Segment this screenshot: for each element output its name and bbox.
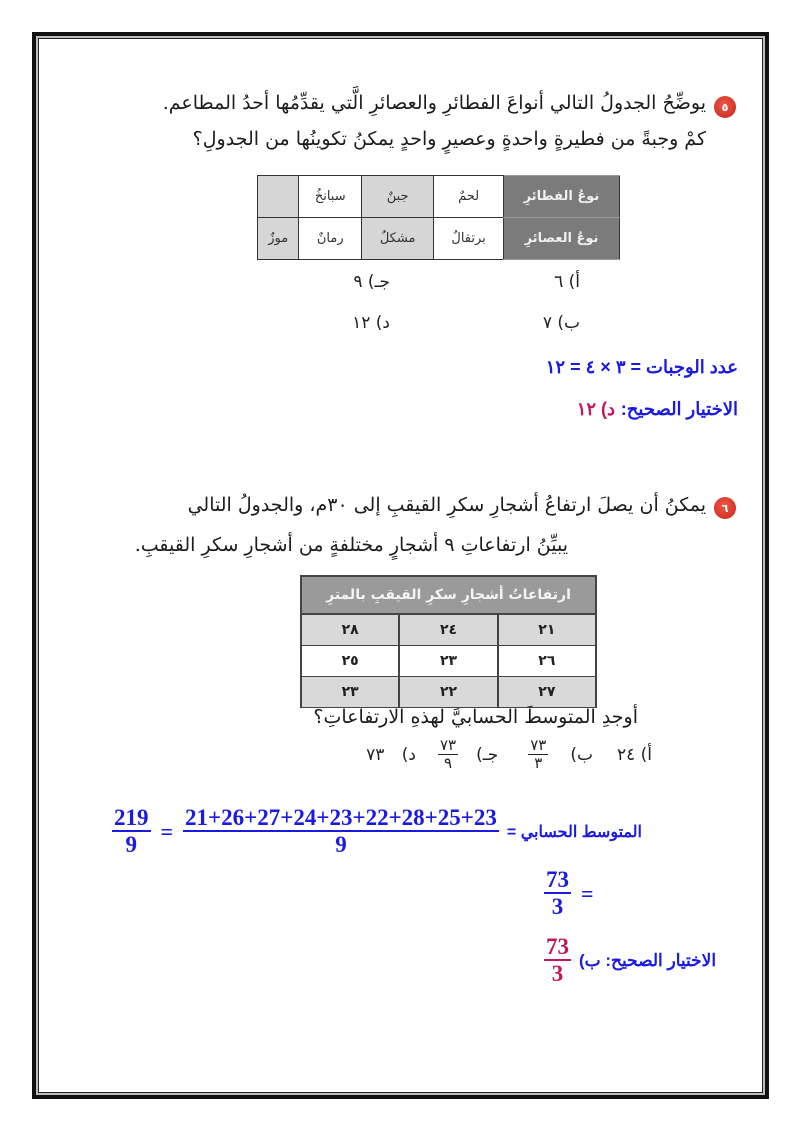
height-cell: ٢٤ <box>399 614 497 646</box>
meals-expression: = ٣ × ٤ = ١٢ <box>545 357 641 377</box>
q5-option-c <box>353 272 390 292</box>
pie-cell-empty <box>258 176 299 218</box>
pie-cell: لحمٌ <box>434 176 504 218</box>
option-label: ب) <box>570 744 593 765</box>
table-row <box>301 614 596 646</box>
option-label: جـ) <box>367 272 390 292</box>
option-label: د) <box>375 313 390 333</box>
sum-numerator: 21+26+27+24+23+22+28+25+23 <box>183 806 499 832</box>
height-cell: ٢٢ <box>399 677 497 708</box>
answer-denominator: 3 <box>551 961 564 987</box>
height-cell: ٢١ <box>498 614 596 646</box>
fraction-numerator: ٧٣ <box>439 736 457 754</box>
juice-cell: رمانٌ <box>299 218 362 260</box>
height-cell: ٢٨ <box>301 614 399 646</box>
result-numerator: 219 <box>112 806 151 832</box>
maple-table-header-row <box>301 576 596 614</box>
answer-numerator: 73 <box>544 935 571 961</box>
option-label: ب) <box>557 313 580 333</box>
option-label: د) <box>401 744 416 765</box>
option-fraction <box>528 738 548 771</box>
maple-heights-table <box>300 575 597 708</box>
height-cell: ٢٧ <box>498 677 596 708</box>
result-denominator: 9 <box>125 832 137 858</box>
q6-options <box>366 738 652 771</box>
option-label: أ) <box>640 744 652 765</box>
table-row <box>301 646 596 677</box>
q6-correct-answer <box>544 935 716 986</box>
pies-row <box>258 176 620 218</box>
fraction-denominator: ٩ <box>443 753 453 772</box>
option-value: ١٢ <box>352 313 371 333</box>
option-value: ٧٣ <box>366 744 385 765</box>
option-value: ٢٤ <box>616 744 636 765</box>
juice-cell: مشكلٌ <box>362 218 434 260</box>
question-6-prompt: أوجدِ المتوسطَ الحسابيَّ لهذهِ الارتفاعاتِ؟ <box>313 706 638 728</box>
fraction-denominator: ٣ <box>534 753 543 772</box>
answer-fraction <box>544 935 571 986</box>
q6-option-d <box>366 745 416 765</box>
option-label: جـ) <box>476 744 499 765</box>
result-fraction <box>112 806 151 857</box>
option-value: ٩ <box>353 272 363 292</box>
juices-header: نوعُ العصائرِ <box>504 218 620 260</box>
question-6-line-1: يمكنُ أن يصلَ ارتفاعُ أشجارِ سكرِ القيقبِ إلى ٣٠م، والجدولُ التالي <box>187 494 706 516</box>
pies-juices-table <box>257 175 620 260</box>
q6-mean-equation <box>112 804 754 860</box>
q6-simplified <box>544 868 594 919</box>
answer-value: د) ١٢ <box>576 399 616 419</box>
q6-option-b <box>528 738 593 771</box>
q5-option-a <box>554 272 580 292</box>
option-value: ٦ <box>554 272 564 292</box>
meals-label: عدد الوجبات <box>646 357 738 377</box>
option-fraction <box>438 738 458 771</box>
mean-label: المتوسط الحسابي = <box>506 824 642 841</box>
juice-cell: موزٌ <box>258 218 299 260</box>
q6-option-c <box>438 738 498 771</box>
juices-row <box>258 218 620 260</box>
pies-header: نوعُ الفطائرِ <box>504 176 620 218</box>
height-cell: ٢٥ <box>301 646 399 677</box>
equals-sign: = <box>160 819 174 844</box>
pie-cell: جبنٌ <box>362 176 434 218</box>
question-6-line-2: يبيِّنُ ارتفاعاتِ ٩ أشجارٍ مختلفةٍ من أشجارِ سكرِ القيقبِ. <box>134 534 568 556</box>
simplified-denominator: 3 <box>551 894 564 920</box>
fraction-numerator: ٧٣ <box>530 736 547 754</box>
simplified-fraction <box>544 868 571 919</box>
juice-cell: برتقالٌ <box>434 218 504 260</box>
sum-denominator: 9 <box>335 832 347 858</box>
q6-option-a <box>617 745 652 765</box>
question-5-number-badge-icon <box>714 96 736 118</box>
option-value: ٧ <box>542 313 552 333</box>
simplified-numerator: 73 <box>544 868 571 894</box>
sum-fraction <box>183 806 499 857</box>
maple-table-title: ارتفاعاتُ أشجارِ سكرِ القيقبِ بالمترِ <box>301 576 596 614</box>
answer-label: الاختيار الصحيح: <box>620 399 738 419</box>
question-6-number: ٦ <box>721 501 729 515</box>
height-cell: ٢٦ <box>498 646 596 677</box>
pie-cell: سبانخُ <box>299 176 362 218</box>
question-5-line-2: كمْ وجبةً من فطيرةٍ واحدةٍ وعصيرٍ واحدٍ يمكنُ تكوينُها من الجدولِ؟ <box>192 128 706 150</box>
question-5-line-1: يوضِّحُ الجدولُ التالي أنواعَ الفطائرِ والعصائرِ الَّتي يقدِّمُها أحدُ المطاعم. <box>162 92 706 114</box>
height-cell: ٢٣ <box>301 677 399 708</box>
question-6-number-badge-icon <box>714 497 736 519</box>
option-label: أ) <box>568 272 580 292</box>
answer-label: الاختيار الصحيح: ب) <box>579 950 717 970</box>
question-5-number: ٥ <box>721 100 729 114</box>
q5-option-b <box>543 313 580 333</box>
q5-meals-count <box>546 357 738 378</box>
q5-correct-answer <box>577 399 738 420</box>
table-row <box>301 677 596 708</box>
height-cell: ٢٣ <box>399 646 497 677</box>
q5-option-d <box>352 313 390 333</box>
equals-sign: = <box>581 880 594 906</box>
